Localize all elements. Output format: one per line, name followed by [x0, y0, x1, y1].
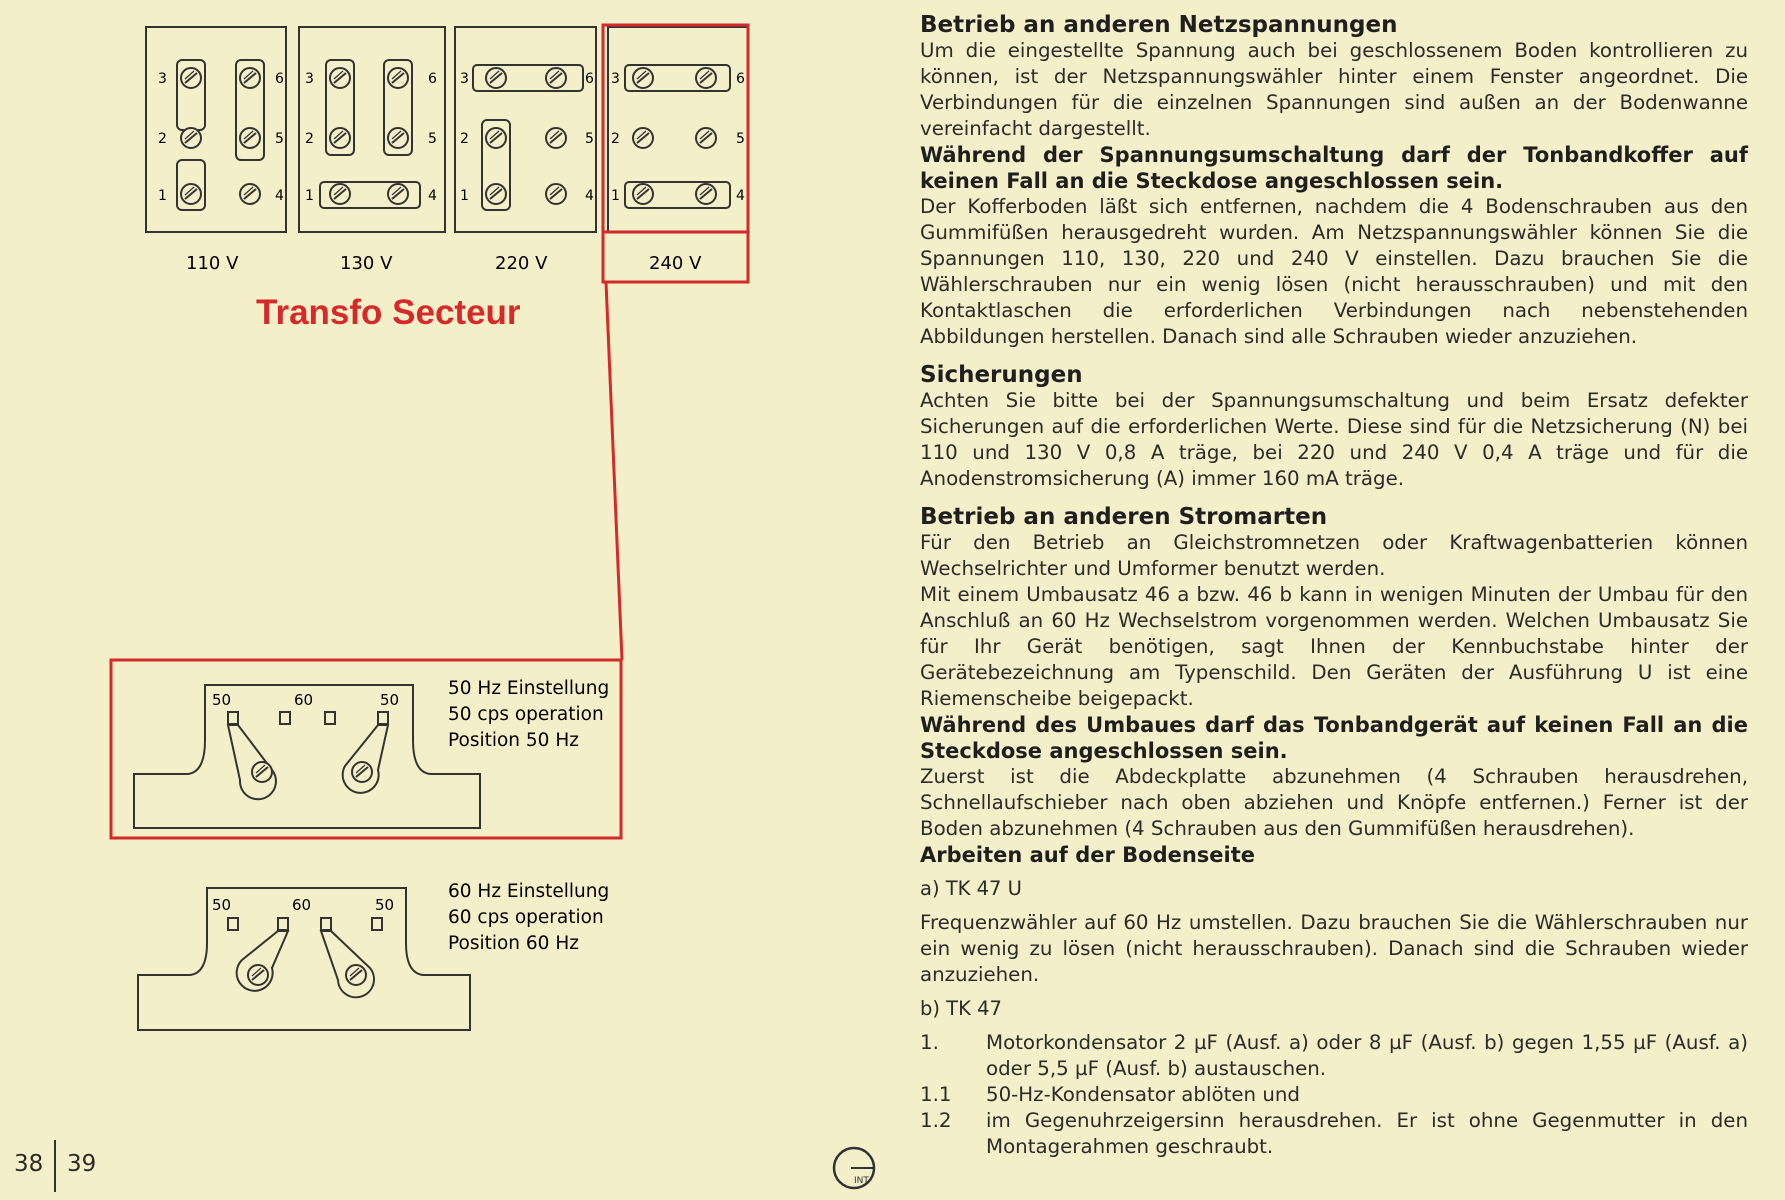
- terminal-2: 2: [460, 131, 469, 147]
- freq50-line-3: Position 50 Hz: [448, 730, 579, 751]
- voltage-label-110: 110 V: [186, 253, 239, 274]
- paragraph: Mit einem Umbausatz 46 a bzw. 46 b kann in wenigen Minuten der Umbau für den Anschluß an 60 Hz Wechselstrom vorgenommen werden. Welchen Umbausatz Sie für Ihr Gerät benötigen, sagt Ihnen der Kennbuchstabe hinter der Gerätebezeichnung am Typenschild. Den Geräten der Ausführung U ist eine Riemenscheibe beigepackt.: [920, 583, 1748, 710]
- page-number-right: 39: [67, 1151, 97, 1177]
- terminal-6: 6: [736, 71, 745, 87]
- terminal-5: 5: [275, 131, 284, 147]
- terminal-2: 2: [611, 131, 620, 147]
- list-item: [920, 1082, 1748, 1108]
- text-column: [920, 12, 1748, 1160]
- list-number: 1.: [920, 1031, 939, 1054]
- terminal-3: 3: [158, 71, 167, 87]
- page-divider: [54, 1140, 56, 1192]
- paragraph: Der Kofferboden läßt sich entfernen, nachdem die 4 Bodenschrauben aus den Gummifüßen herausgedreht wurden. Am Netzspannungswähler können Sie die Spannungen 110, 130, 220 und 240 V einstellen. Dazu brauchen Sie die Wählerschrauben nur ein wenig lösen (nicht herausschrauben) und mit den Kontaktlaschen die erforderlichen Verbindungen nach nebenstehenden Abbildungen herstellen. Danach sind alle Schrauben wieder anzuziehen.: [920, 195, 1748, 348]
- freq50-line-1: 50 Hz Einstellung: [448, 678, 610, 699]
- terminal-3: 3: [611, 71, 620, 87]
- terminal-4: 4: [275, 188, 284, 204]
- terminal-5: 5: [736, 131, 745, 147]
- freq50-line-2: 50 cps operation: [448, 704, 604, 725]
- paragraph: Zuerst ist die Abdeckplatte abzunehmen (4 Schrauben herausdrehen, Schnellaufschieber nach oben abziehen und Knöpfe entfernen.) Ferner ist der Boden abzunehmen (4 Schrauben aus den Gummifüßen herausdrehen).: [920, 765, 1748, 840]
- freq60-line-2: 60 cps operation: [448, 907, 604, 928]
- warning-text: Während der Spannungsumschaltung darf der Tonbandkoffer auf keinen Fall an die Steckdose angeschlossen sein.: [920, 143, 1748, 193]
- logo-text: INT: [854, 1176, 869, 1186]
- annotation-label: Transfo Secteur: [256, 293, 521, 332]
- freq-selector-60hz: [138, 888, 470, 1030]
- paragraph: Frequenzwähler auf 60 Hz umstellen. Dazu brauchen Sie die Wählerschrauben nur ein wenig zu lösen (nicht herausschrauben). Danach sind die Schrauben wieder anzuziehen.: [920, 911, 1748, 986]
- terminal-1: 1: [611, 188, 620, 204]
- terminal-2: 2: [158, 131, 167, 147]
- terminal-5: 5: [428, 131, 437, 147]
- freq60-line-3: Position 60 Hz: [448, 933, 579, 954]
- terminal-6: 6: [275, 71, 284, 87]
- freq50-tick-mid: 60: [294, 691, 314, 709]
- paragraph: Achten Sie bitte bei der Spannungsumschaltung und beim Ersatz defekter Sicherungen auf die erforderlichen Werte. Diese sind für die Netzsicherung (N) bei 110 und 130 V 0,8 A träge, bei 220 und 240 V 0,4 A träge und für die Anodenstromsicherung (A) immer 160 mA träge.: [920, 389, 1748, 490]
- list-number: 1.1: [920, 1083, 952, 1106]
- list-text: im Gegenuhrzeigersinn herausdrehen. Er ist ohne Gegenmutter in den Montagerahmen geschraubt.: [986, 1109, 1748, 1158]
- section-heading-netzspannungen: Betrieb an anderen Netzspannungen: [920, 12, 1398, 38]
- voltage-label-130: 130 V: [340, 253, 393, 274]
- freq60-tick-left: 50: [212, 896, 232, 914]
- terminal-3: 3: [460, 71, 469, 87]
- terminal-1: 1: [460, 188, 469, 204]
- terminal-4: 4: [736, 188, 745, 204]
- terminal-3: 3: [305, 71, 314, 87]
- voltage-label-220: 220 V: [495, 253, 548, 274]
- voltage-label-240: 240 V: [649, 253, 702, 274]
- voltage-panel-220: [455, 27, 596, 232]
- freq60-line-1: 60 Hz Einstellung: [448, 881, 610, 902]
- terminal-5: 5: [585, 131, 594, 147]
- freq60-tick-mid: 60: [292, 896, 312, 914]
- section-heading-sicherungen: Sicherungen: [920, 362, 1083, 388]
- freq50-tick-left: 50: [212, 691, 232, 709]
- freq60-tick-right: 50: [375, 896, 395, 914]
- terminal-6: 6: [585, 71, 594, 87]
- terminal-1: 1: [158, 188, 167, 204]
- section-heading-stromarten: Betrieb an anderen Stromarten: [920, 504, 1328, 530]
- section-heading-bodenseite: Arbeiten auf der Bodenseite: [920, 843, 1256, 867]
- page-number-left: 38: [14, 1151, 44, 1177]
- list-item: [920, 1030, 1748, 1082]
- paragraph: Um die eingestellte Spannung auch bei geschlossenem Boden kontrollieren zu können, ist der Netzspannungswähler hinter einem Fenster angeordnet. Die Verbindungen für die einzelnen Spannungen sind außen an der Bodenwanne vereinfacht dargestellt.: [920, 39, 1748, 140]
- list-number: 1.2: [920, 1109, 952, 1132]
- voltage-panel-130: [299, 27, 445, 232]
- subsection-label-b: b) TK 47: [920, 997, 1002, 1020]
- freq-selector-50hz: [134, 685, 480, 828]
- terminal-1: 1: [305, 188, 314, 204]
- list-text: 50-Hz-Kondensator ablöten und: [986, 1083, 1300, 1106]
- freq50-tick-right: 50: [380, 691, 400, 709]
- terminal-6: 6: [428, 71, 437, 87]
- paragraph: Für den Betrieb an Gleichstromnetzen oder Kraftwagenbatterien können Wechselrichter und Umformer benutzt werden.: [920, 531, 1748, 580]
- voltage-panel-240: [608, 27, 748, 232]
- list-text: Motorkondensator 2 µF (Ausf. a) oder 8 µF (Ausf. b) gegen 1,55 µF (Ausf. a) oder 5,5 µF (Ausf. b) austauschen.: [986, 1031, 1748, 1080]
- terminal-2: 2: [305, 131, 314, 147]
- subsection-label-a: a) TK 47 U: [920, 877, 1022, 900]
- list-item: [920, 1108, 1748, 1160]
- voltage-panel-110: [146, 27, 286, 232]
- terminal-4: 4: [585, 188, 594, 204]
- warning-text: Während des Umbaues darf das Tonbandgerät auf keinen Fall an die Steckdose angeschlossen sein.: [920, 713, 1748, 763]
- publisher-logo: [829, 1143, 879, 1193]
- terminal-4: 4: [428, 188, 437, 204]
